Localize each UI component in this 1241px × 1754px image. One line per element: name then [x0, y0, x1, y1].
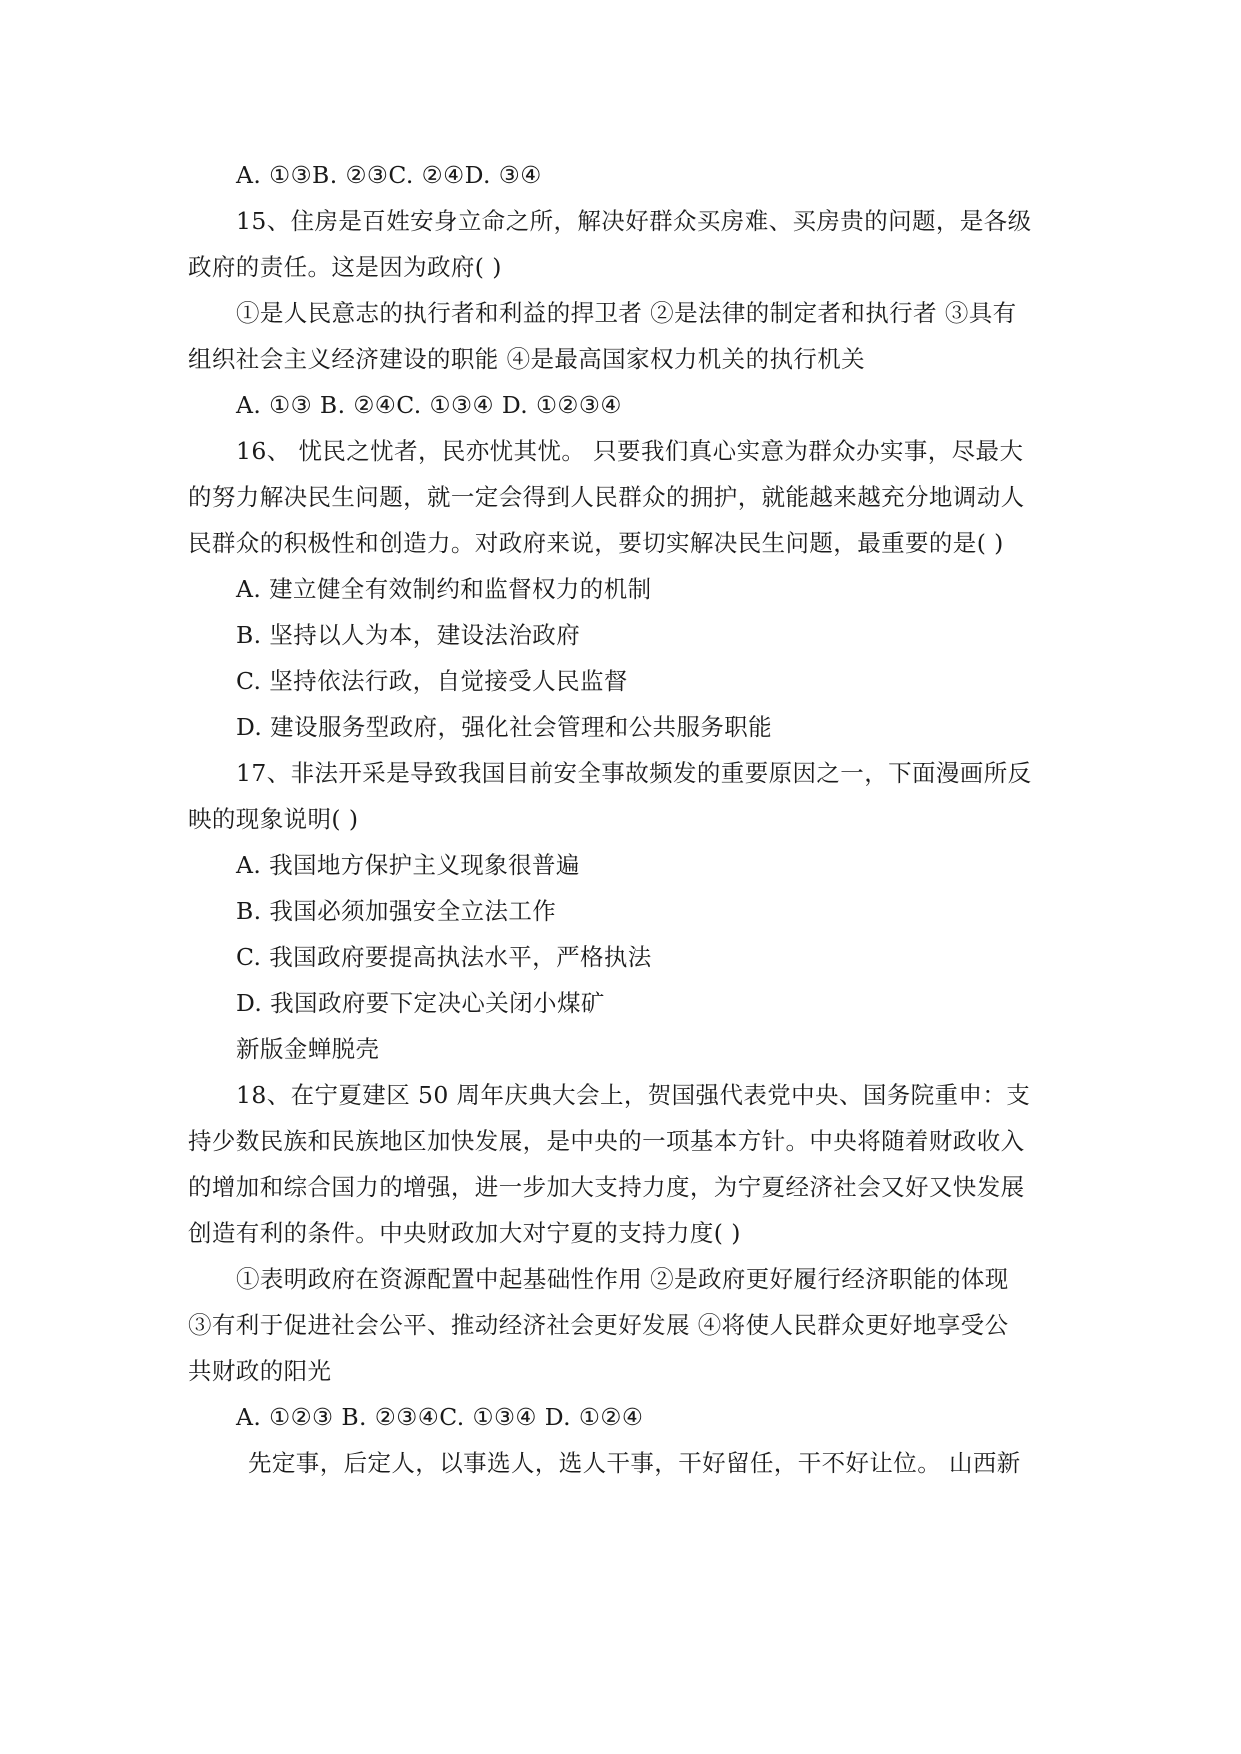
q17-option-a: A. 我国地方保护主义现象很普遍: [236, 851, 580, 879]
q18-statements-line-3: 共财政的阳光: [188, 1357, 332, 1385]
q17-stem-line-2: 映的现象说明( ): [188, 805, 359, 833]
q16-stem-line-2: 的努力解决民生问题，就一定会得到人民群众的拥护，就能越来越充分地调动人: [188, 483, 1025, 511]
q17-stem-line-1: 17、非法开采是导致我国目前安全事故频发的重要原因之一，下面漫画所反: [236, 759, 1032, 787]
q17-cartoon-caption: 新版金蝉脱壳: [236, 1035, 380, 1063]
q14-answer-options: A. ①③B. ②③C. ②④D. ③④: [236, 161, 542, 189]
q16-option-a: A. 建立健全有效制约和监督权力的机制: [236, 575, 652, 603]
q17-option-b: B. 我国必须加强安全立法工作: [236, 897, 557, 925]
q16-stem-line-1: 16、 忧民之忧者，民亦忧其忧。 只要我们真心实意为群众办实事，尽最大: [236, 437, 1024, 465]
q16-option-c: C. 坚持依法行政，自觉接受人民监督: [236, 667, 628, 695]
q17-option-d: D. 我国政府要下定决心关闭小煤矿: [236, 989, 605, 1017]
q18-statements-line-1: ①表明政府在资源配置中起基础性作用 ②是政府更好履行经济职能的体现: [236, 1265, 1009, 1293]
q18-statements-line-2: ③有利于促进社会公平、推动经济社会更好发展 ④将使人民群众更好地享受公: [188, 1311, 1009, 1339]
q18-stem-line-4: 创造有利的条件。中央财政加大对宁夏的支持力度( ): [188, 1219, 741, 1247]
q15-statements-line-1: ①是人民意志的执行者和利益的捍卫者 ②是法律的制定者和执行者 ③具有: [236, 299, 1017, 327]
q18-answer-options: A. ①②③ B. ②③④C. ①③④ D. ①②④: [236, 1403, 644, 1431]
q16-option-d: D. 建设服务型政府，强化社会管理和公共服务职能: [236, 713, 773, 741]
q19-material-line-1: 先定事，后定人，以事选人，选人干事，干好留任，干不好让位。 山西新: [248, 1449, 1021, 1477]
q15-answer-options: A. ①③ B. ②④C. ①③④ D. ①②③④: [236, 391, 622, 419]
q15-stem-line-2: 政府的责任。这是因为政府( ): [188, 253, 502, 281]
q16-option-b: B. 坚持以人为本，建设法治政府: [236, 621, 581, 649]
q18-stem-line-2: 持少数民族和民族地区加快发展，是中央的一项基本方针。中央将随着财政收入: [188, 1127, 1025, 1155]
q16-stem-line-3: 民群众的积极性和创造力。对政府来说，要切实解决民生问题，最重要的是( ): [188, 529, 1004, 557]
q17-option-c: C. 我国政府要提高执法水平，严格执法: [236, 943, 652, 971]
q18-stem-line-3: 的增加和综合国力的增强，进一步加大支持力度，为宁夏经济社会又好又快发展: [188, 1173, 1025, 1201]
q18-stem-line-1: 18、在宁夏建区 50 周年庆典大会上，贺国强代表党中央、国务院重申：支: [236, 1081, 1031, 1109]
q15-statements-line-2: 组织社会主义经济建设的职能 ④是最高国家权力机关的执行机关: [188, 345, 866, 373]
q15-stem-line-1: 15、住房是百姓安身立命之所，解决好群众买房难、买房贵的问题，是各级: [236, 207, 1032, 235]
